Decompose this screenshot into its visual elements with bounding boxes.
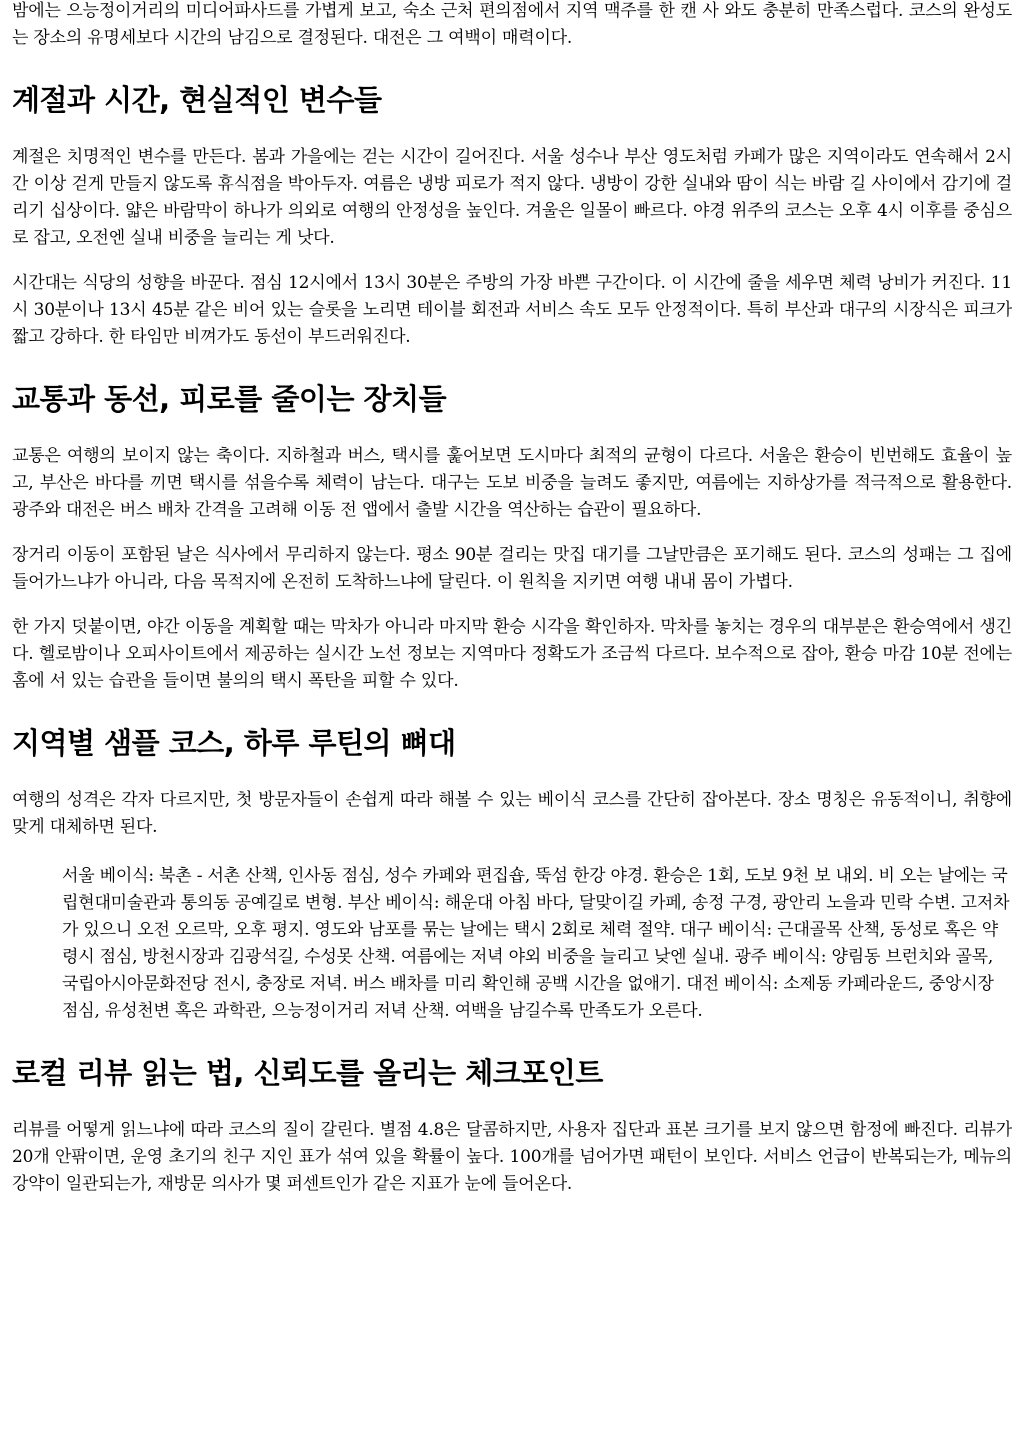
article-body	[12, 0, 1012, 1198]
section-sample-courses	[12, 723, 1012, 1025]
paragraph: 교통은 여행의 보이지 않는 축이다. 지하철과 버스, 택시를 훑어보면 도시마다 최적의 균형이 다르다. 서울은 환승이 빈번해도 효율이 높고, 부산은 바다를 끼면 택시를 섞을수록 체력이 남는다. 대구는 도보 비중을 늘려도 좋지만, 여름에는 지하상가를 적극적으로 활용한다. 광주와 대전은 버스 배차 간격을 고려해 이동 전 앱에서 출발 시간을 역산하는 습관이 필요하다.	[12, 446, 1012, 520]
section-local-reviews	[12, 1053, 1012, 1198]
paragraph: 시간대는 식당의 성향을 바꾼다. 점심 12시에서 13시 30분은 주방의 가장 바쁜 구간이다. 이 시간에 줄을 세우면 체력 낭비가 커진다. 11시 30분이나 13시 45분 같은 비어 있는 슬롯을 노리면 테이블 회전과 서비스 속도 모두 안정적이다. 특히 부산과 대구의 시장식은 피크가 짧고 강하다. 한 타임만 비껴가도 동선이 부드러워진다.	[12, 273, 1012, 347]
paragraph: 계절은 치명적인 변수를 만든다. 봄과 가을에는 걷는 시간이 길어진다. 서울 성수나 부산 영도처럼 카페가 많은 지역이라도 연속해서 2시간 이상 걷게 만들지 않도록 휴식점을 박아두자. 여름은 냉방 피로가 적지 않다. 냉방이 강한 실내와 땀이 식는 바람 길 사이에서 감기에 걸리기 십상이다. 얇은 바람막이 하나가 의외로 여행의 안정성을 높인다. 겨울은 일몰이 빠르다. 야경 위주의 코스는 오후 4시 이후를 중심으로 잡고, 오전엔 실내 비중을 늘리는 게 낫다.	[12, 147, 1012, 248]
section-heading: 교통과 동선, 피로를 줄이는 장치들	[12, 382, 447, 416]
paragraph: 여행의 성격은 각자 다르지만, 첫 방문자들이 손쉽게 따라 해볼 수 있는 베이식 코스를 간단히 잡아본다. 장소 명칭은 유동적이니, 취향에 맞게 대체하면 된다.	[12, 790, 1012, 837]
section-seasons-time	[12, 80, 1012, 351]
section-heading: 로컬 리뷰 읽는 법, 신뢰도를 올리는 체크포인트	[12, 1056, 603, 1090]
paragraph: 한 가지 덧붙이면, 야간 이동을 계획할 때는 막차가 아니라 마지막 환승 시각을 확인하자. 막차를 놓치는 경우의 대부분은 환승역에서 생긴다. 헬로밤이나 오피사이트에서 제공하는 실시간 노선 정보는 지역마다 정확도가 조금씩 다르다. 보수적으로 잡아, 환승 마감 10분 전에는 홈에 서 있는 습관을 들이면 불의의 택시 폭탄을 피할 수 있다.	[12, 617, 1012, 691]
intro-paragraph: 밤에는 으능정이거리의 미디어파사드를 가볍게 보고, 숙소 근처 편의점에서 지역 맥주를 한 캔 사 와도 충분히 만족스럽다. 코스의 완성도는 장소의 유명세보다 시간의 남김으로 결정된다. 대전은 그 여백이 매력이다.	[12, 1, 1012, 48]
section-heading: 지역별 샘플 코스, 하루 루틴의 뼈대	[12, 726, 456, 760]
section-heading: 계절과 시간, 현실적인 변수들	[12, 83, 382, 117]
paragraph: 리뷰를 어떻게 읽느냐에 따라 코스의 질이 갈린다. 별점 4.8은 달콤하지만, 사용자 집단과 표본 크기를 보지 않으면 함정에 빠진다. 리뷰가 20개 안팎이면, 운영 초기의 친구 지인 표가 섞여 있을 확률이 높다. 100개를 넘어가면 패턴이 보인다. 서비스 언급이 반복되는가, 메뉴의 강약이 일관되는가, 재방문 의사가 몇 퍼센트인가 같은 지표가 눈에 들어온다.	[12, 1120, 1012, 1194]
paragraph: 장거리 이동이 포함된 날은 식사에서 무리하지 않는다. 평소 90분 걸리는 맛집 대기를 그날만큼은 포기해도 된다. 코스의 성패는 그 집에 들어가느냐가 아니라, 다음 목적지에 온전히 도착하느냐에 달린다. 이 원칙을 지키면 여행 내내 몸이 가볍다.	[12, 545, 1012, 592]
blockquote-text: 서울 베이식: 북촌 - 서촌 산책, 인사동 점심, 성수 카페와 편집숍, 뚝섬 한강 야경. 환승은 1회, 도보 9천 보 내외. 비 오는 날에는 국립현대미술관과 통의동 공예길로 변형. 부산 베이식: 해운대 아침 바다, 달맞이길 카페, 송정 구경, 광안리 노을과 민락 수변. 고저차가 있으니 오전 오르막, 오후 평지. 영도와 남포를 묶는 날에는 택시 2회로 체력 절약. 대구 베이식: 근대골목 산책, 동성로 혹은 약령시 점심, 방천시장과 김광석길, 수성못 산책. 여름에는 저녁 야외 비중을 늘리고 낮엔 실내. 광주 베이식: 양림동 브런치와 골목, 국립아시아문화전당 전시, 충장로 저녁. 버스 배차를 미리 확인해 공백 시간을 없애기. 대전 베이식: 소제동 카페라운드, 중앙시장 점심, 유성천변 혹은 과학관, 으능정이거리 저녁 산책. 여백을 남길수록 만족도가 오른다.	[62, 866, 1010, 1021]
section-transport-route	[12, 379, 1012, 695]
sample-course-blockquote	[12, 863, 1012, 1025]
